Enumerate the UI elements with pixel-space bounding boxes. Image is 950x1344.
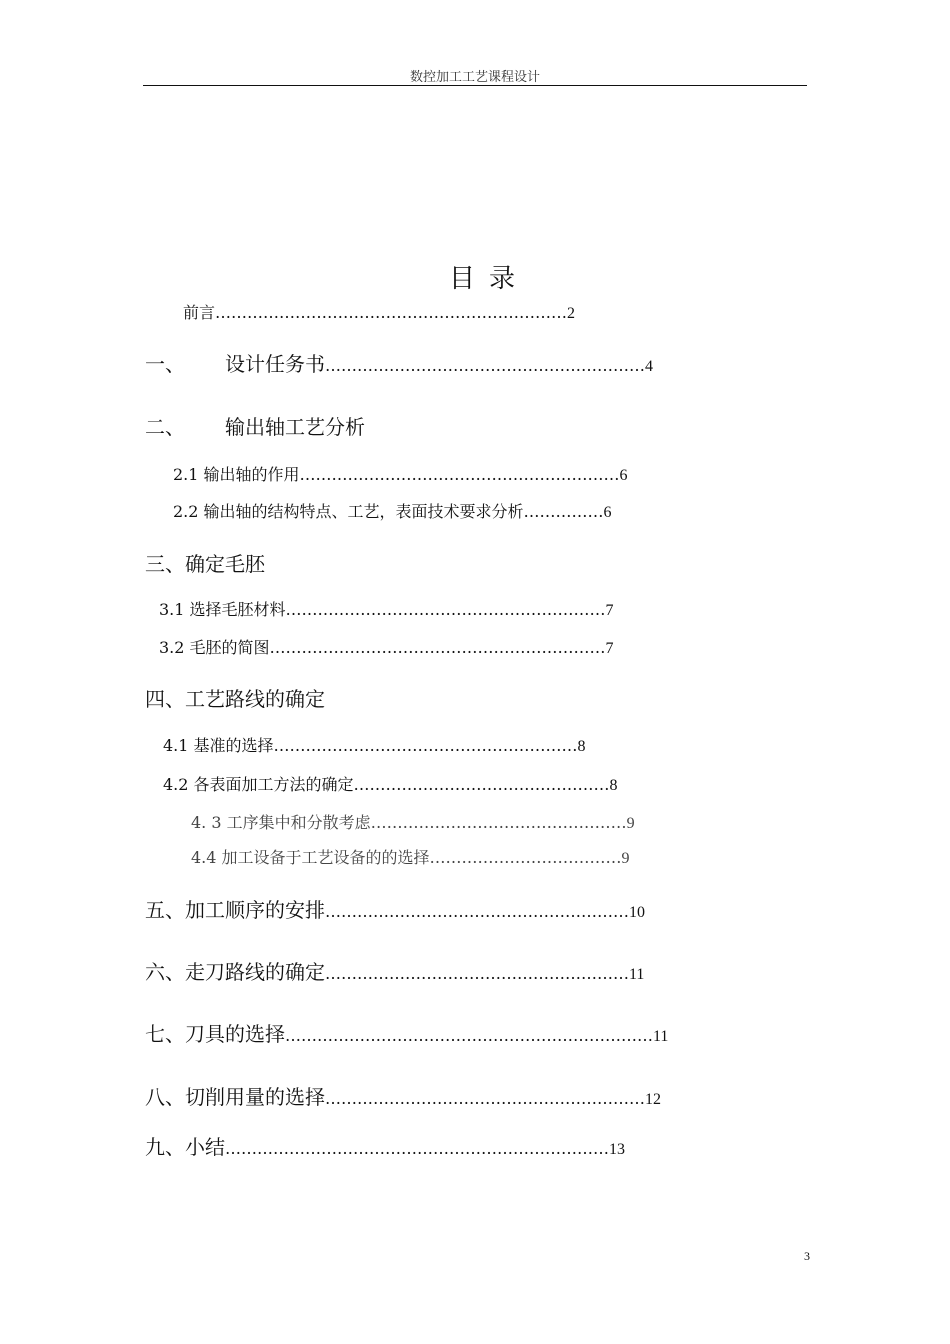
toc-entry-chapter-6 [145,956,644,985]
toc-page: 8 [609,777,618,794]
toc-entry-4-3 [191,810,635,833]
toc-page: 9 [626,815,635,832]
toc-label: 4.4 加工设备于工艺设备的的选择 [191,848,430,867]
toc-leader: ………………………………………………… [273,736,578,755]
toc-page: 12 [645,1091,661,1108]
toc-entry-chapter-3 [145,548,265,577]
toc-label: 4. 3 工序集中和分散考虑 [191,813,371,832]
toc-leader: …………………………………………………… [325,1089,645,1108]
toc-page: 7 [605,602,614,619]
toc-leader: …………………………………………………… [325,356,645,375]
toc-leader: ……………………………… [429,848,622,867]
toc-leader: ……………………………………………………………… [225,1139,609,1158]
toc-leader: ………………………………………… [370,813,627,832]
toc-page: 4 [645,358,653,375]
toc-page: 8 [577,738,586,755]
toc-page: 11 [653,1028,669,1045]
toc-label: 三、确定毛胚 [145,552,265,576]
toc-entry-3-1 [159,597,614,620]
header-rule [143,85,807,86]
toc-label: 八、切削用量的选择 [145,1085,325,1109]
toc-label: 五、加工顺序的安排 [145,898,325,922]
toc-label: 2.1 输出轴的作用 [173,465,300,484]
toc-label: 4.1 基准的选择 [163,736,274,755]
toc-entry-4-1 [163,733,586,756]
toc-label: 3.1 选择毛胚材料 [159,600,286,619]
toc-page: 9 [621,850,630,867]
running-header: 数控加工工艺课程设计 [409,70,540,85]
toc-entry-chapter-4 [145,683,325,712]
toc-label: 3.2 毛胚的简图 [159,638,270,657]
toc-leader: …………………………………………………… [299,465,620,484]
toc-page: 6 [603,504,612,521]
toc-entry-4-4 [191,845,630,868]
toc-label: 4.2 各表面加工方法的确定 [163,775,354,794]
toc-entry-chapter-8 [145,1081,661,1110]
toc-label: 九、小结 [145,1135,225,1159]
toc-page: 10 [629,904,645,921]
toc-leader: …………………………………………………………… [285,1026,653,1045]
toc-entry-chapter-5 [145,894,645,923]
toc-leader: ………………………………………………… [325,902,629,921]
toc-number: 二、 [145,415,185,439]
toc-page: 2 [567,305,576,322]
page-number: 3 [804,1249,810,1263]
toc-label: 设计任务书 [225,352,325,376]
toc-leader: ……………………………………………………… [269,638,606,657]
toc-label: 六、走刀路线的确定 [145,960,325,984]
toc-leader: …………………………………………………… [285,600,606,619]
toc-page: 11 [629,966,645,983]
toc-entry-chapter-7 [145,1018,668,1047]
toc-label: 四、工艺路线的确定 [145,687,325,711]
toc-number: 一、 [145,352,185,376]
page-title: 目录 [448,264,529,294]
toc-label: 输出轴工艺分析 [225,415,365,439]
toc-label: 2.2 输出轴的结构特点、工艺，表面技术要求分析 [173,502,524,521]
toc-entry-chapter-1 [145,348,653,377]
toc-leader: ………………………………………………………… [215,303,568,322]
toc-label: 七、刀具的选择 [145,1022,285,1046]
toc-leader: ………………………………………………… [325,964,629,983]
toc-page: 6 [619,467,628,484]
toc-entry-2-2 [173,499,612,522]
toc-label: 前言 [183,303,216,322]
toc-leader: ………………………………………… [353,775,610,794]
toc-entry-3-2 [159,635,614,658]
toc-entry-4-2 [163,772,618,795]
toc-leader: …………… [523,502,604,521]
toc-entry-chapter-2 [145,411,365,440]
toc-page: 7 [605,640,614,657]
toc-entry-2-1 [173,462,628,485]
toc-page: 13 [609,1141,625,1158]
toc-entry-preface [183,300,575,323]
toc-entry-chapter-9 [145,1131,625,1160]
